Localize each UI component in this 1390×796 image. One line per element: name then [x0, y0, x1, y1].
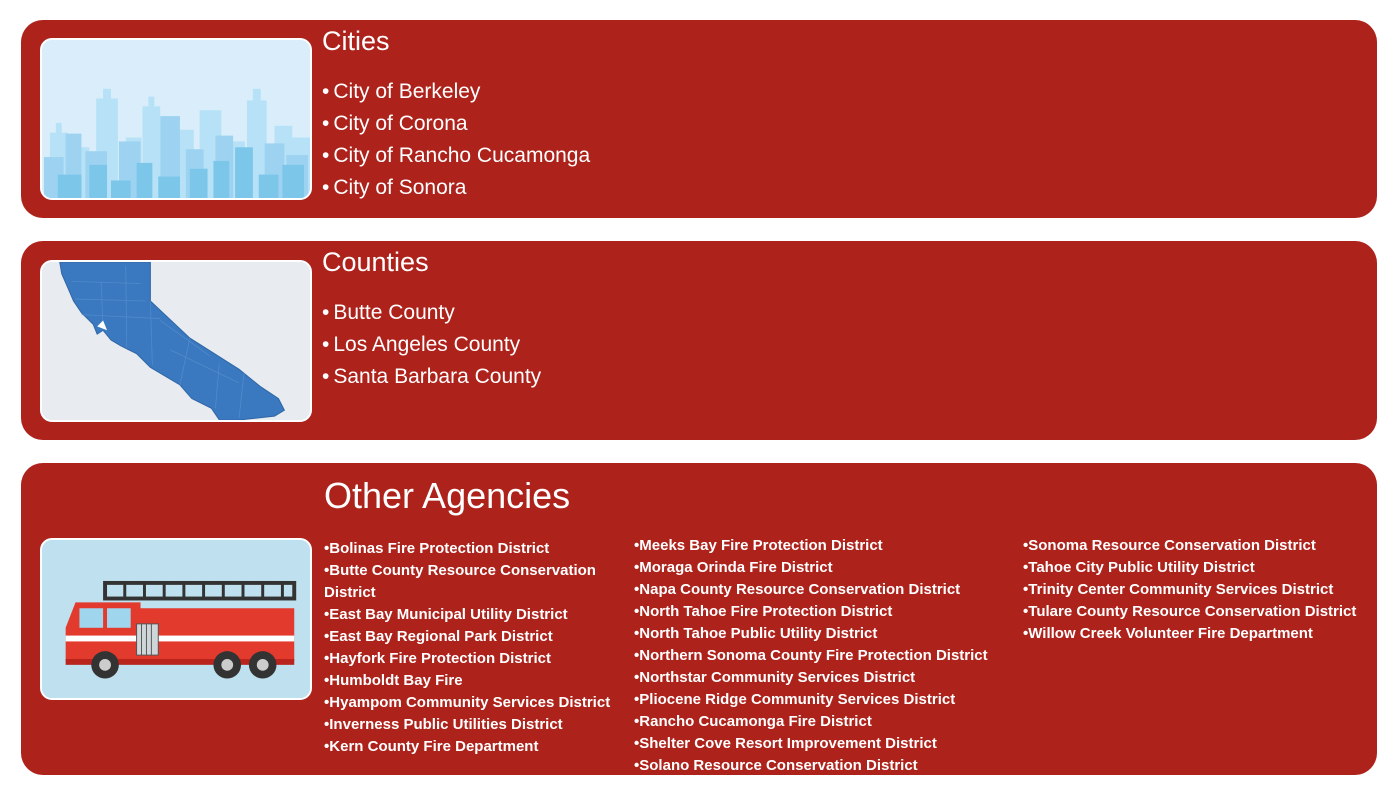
list-item: • Trinity Center Community Services District — [1023, 579, 1356, 601]
list-item: • Hayfork Fire Protection District — [324, 648, 614, 670]
list-item: • City of Corona — [322, 108, 590, 140]
cities-panel — [21, 20, 1377, 218]
list-item: • Los Angeles County — [322, 329, 541, 361]
list-item: • East Bay Regional Park District — [324, 626, 614, 648]
list-item: • City of Rancho Cucamonga — [322, 140, 590, 172]
list-item: • Sonoma Resource Conservation District — [1023, 535, 1356, 557]
list-item: • Solano Resource Conservation District — [634, 755, 988, 777]
list-item: • Tulare County Resource Conservation District — [1023, 601, 1356, 623]
california-map-icon — [42, 262, 310, 420]
counties-list — [322, 297, 541, 393]
counties-panel — [21, 241, 1377, 440]
list-item: • Inverness Public Utilities District — [324, 714, 614, 736]
city-skyline-icon — [42, 40, 310, 198]
california-map-image — [40, 260, 312, 422]
other-agencies-title: Other Agencies — [324, 475, 571, 516]
list-item: • Tahoe City Public Utility District — [1023, 557, 1356, 579]
list-item: • North Tahoe Fire Protection District — [634, 601, 988, 623]
agencies-column-3 — [1023, 535, 1356, 645]
list-item: • Bolinas Fire Protection District — [324, 538, 614, 560]
fire-truck-icon — [42, 540, 310, 698]
agencies-column-1 — [324, 538, 614, 758]
other-agencies-panel — [21, 463, 1377, 775]
list-item: • Kern County Fire Department — [324, 736, 614, 758]
list-item: • Northern Sonoma County Fire Protection District — [634, 645, 988, 667]
list-item: • Shelter Cove Resort Improvement District — [634, 733, 988, 755]
list-item: • Butte County — [322, 297, 541, 329]
list-item: • City of Berkeley — [322, 76, 590, 108]
list-item: • Willow Creek Volunteer Fire Department — [1023, 623, 1356, 645]
fire-truck-image — [40, 538, 312, 700]
list-item: • Pliocene Ridge Community Services District — [634, 689, 988, 711]
list-item: • Napa County Resource Conservation District — [634, 579, 988, 601]
list-item: • Santa Barbara County — [322, 361, 541, 393]
list-item: • Hyampom Community Services District — [324, 692, 614, 714]
list-item: • East Bay Municipal Utility District — [324, 604, 614, 626]
list-item: • Rancho Cucamonga Fire District — [634, 711, 988, 733]
agencies-column-2 — [634, 535, 988, 777]
list-item: • Meeks Bay Fire Protection District — [634, 535, 988, 557]
list-item: • City of Sonora — [322, 172, 590, 204]
list-item: • Northstar Community Services District — [634, 667, 988, 689]
cities-list — [322, 76, 590, 204]
counties-title: Counties — [322, 247, 429, 277]
list-item: • North Tahoe Public Utility District — [634, 623, 988, 645]
list-item: • Humboldt Bay Fire — [324, 670, 614, 692]
list-item: • Moraga Orinda Fire District — [634, 557, 988, 579]
list-item: • Butte County Resource Conservation District — [324, 560, 614, 604]
cities-title: Cities — [322, 26, 390, 56]
city-skyline-image — [40, 38, 312, 200]
